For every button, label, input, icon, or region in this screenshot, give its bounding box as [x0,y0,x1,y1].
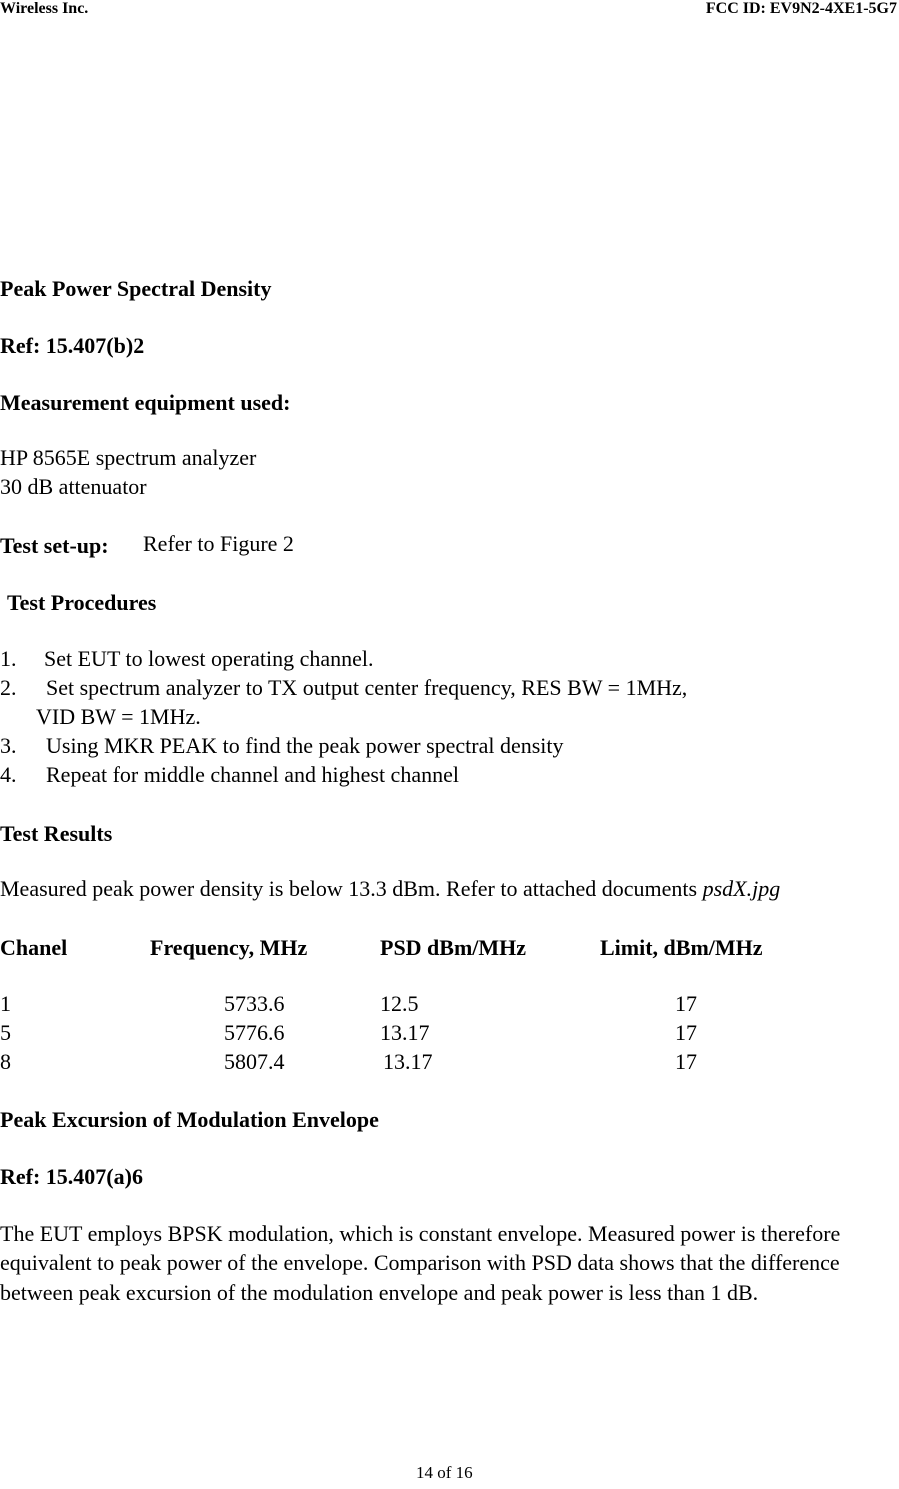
table-cell-psd: 13.17 [380,1020,430,1045]
excursion-paragraph: The EUT employs BPSK modulation, which is constant envelope. Measured power is therefore equivalent to peak power of the envelope. Comparison with PSD data shows that the difference between peak excursion of the modulation envelope and peak power is less than 1 dB. [0,1221,841,1305]
table-cell-psd: 12.5 [380,991,419,1016]
page-number: 14 of 16 [416,1463,473,1482]
table-header-psd: PSD dBm/MHz [380,935,527,960]
procedure-number: 3. [0,733,17,758]
procedures-title: Test Procedures [7,590,157,615]
results-title: Test Results [0,821,113,846]
procedure-number: 2. [0,675,17,700]
table-cell-limit: 17 [675,991,697,1016]
procedure-number: 4. [0,762,17,787]
results-file-name: psdX.jpg [702,876,781,901]
procedure-number: 1. [0,646,17,671]
setup-value: Refer to Figure 2 [143,531,294,556]
table-cell-frequency: 5807.4 [224,1049,285,1074]
table-cell-channel: 8 [0,1049,11,1074]
table-cell-limit: 17 [675,1020,697,1045]
section-title-psd: Peak Power Spectral Density [0,276,272,301]
procedure-text: Using MKR PEAK to find the peak power spectral density [46,733,564,758]
equipment-item: HP 8565E spectrum analyzer [0,445,257,470]
procedure-text: Set spectrum analyzer to TX output center frequency, RES BW = 1MHz, [46,675,688,700]
header-company: Wireless Inc. [0,0,89,17]
table-header-frequency: Frequency, MHz [150,935,308,960]
table-header-limit: Limit, dBm/MHz [600,935,763,960]
section-title-excursion: Peak Excursion of Modulation Envelope [0,1107,379,1132]
procedure-text: Set EUT to lowest operating channel. [44,646,374,671]
psd-reference: Ref: 15.407(b)2 [0,333,145,358]
equipment-item: 30 dB attenuator [0,474,147,499]
procedure-text-continued: VID BW = 1MHz. [36,704,201,729]
excursion-reference: Ref: 15.407(a)6 [0,1164,143,1189]
table-cell-frequency: 5776.6 [224,1020,285,1045]
table-cell-channel: 5 [0,1020,11,1045]
header-fcc-id: FCC ID: EV9N2-4XE1-5G7 [705,0,897,17]
table-header-channel: Chanel [0,935,68,960]
table-cell-frequency: 5733.6 [224,991,285,1016]
setup-label: Test set-up: [0,533,109,558]
equipment-label: Measurement equipment used: [0,390,291,415]
table-cell-limit: 17 [675,1049,697,1074]
results-sentence: Measured peak power density is below 13.3 dBm. Refer to attached documents [0,876,703,901]
procedure-text: Repeat for middle channel and highest channel [46,762,459,787]
table-cell-channel: 1 [0,991,11,1016]
table-cell-psd: 13.17 [383,1049,433,1074]
results-text [0,876,780,902]
